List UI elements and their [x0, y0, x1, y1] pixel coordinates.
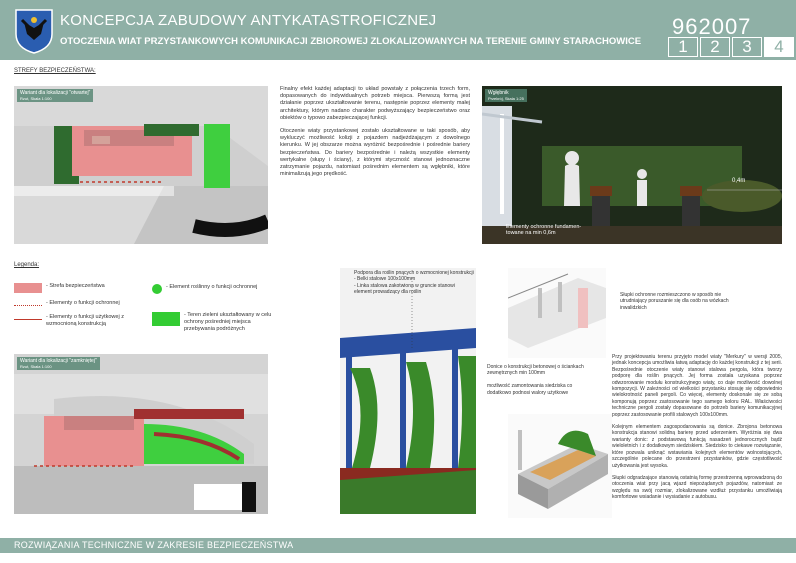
pergola-render	[340, 268, 476, 514]
section-title: STREFY BEZPIECZEŃSTWA:	[14, 68, 96, 74]
planter-callout: Donice o konstrukcji betonowej o ściankach zewnętrznych min 100mm możliwość zamontowania siedziska co dodatkowo podnosi walory użytkowe	[487, 364, 584, 396]
section-drawing	[482, 86, 782, 244]
intro-text	[280, 86, 470, 184]
panel-label: Wgłębnik Przekrój, Skala 1:25	[485, 89, 527, 102]
coat-of-arms-icon	[14, 8, 54, 54]
paragraph: Otoczenie wiaty przystankowej zostało ukształtowane w taki sposób, aby wykluczyć możliwość kolizji z pojazdem nadjeżdżającym z dowolnego kierunku. W jej obszarze można wyróżnić bezpośrednie i pośrednie bariery bezpieczeństwa. Do bariery bezpośrednie i należą wszystkie elementy wertykalne (słupy i ściany), z którymi styczność stanowi jednoznaczne zatrzymanie pojazdu, natomiast pośrednim elementem są wgłębniki, które minimalizują jego prędkość.	[280, 128, 470, 178]
paragraph: Słupki odgradzające stanowią ostatnią formę przestrzenną wprowadzoną do otoczenia wiat przy jacą wjazd niepożądanych pojazdów, natomiast ze względu na swój rozmiar, zlokalizowane wzdłuż przystanku umożliwiają komfortowe wsiadanie i wysiadanie z autobusu.	[612, 474, 782, 501]
bollards-callout: Słupki ochronne rozmieszczono w sposób nie utrudniający poruszanie się dla osób na wózkach inwalidzkich	[620, 292, 729, 311]
legend-item-plant: - Element roślinny o funkcji ochronnej	[152, 284, 277, 294]
legend-swatch	[152, 312, 180, 326]
paragraph: Przy projektowaniu terenu przyjęto model wiaty "Merkury" w wersji 2005, jednak koncepcja umożliwia łatwą adaptację do każdej konstrukcji z tej serii. Bezpośrednie otoczenie wiaty stanowi stalowa pergola, która tworzy podporę dla roślin pnących. Jej forma została uzyskana poprzez odwzorowanie modułu konstrukcyjnego wiaty, co daje możliwość dowolnej kompozycji. W zależności od wielkości przystanku stosuję się odpowiednio wielokrotność paneli pergoli. Co więcej, elementy doskonale się ze sobą komponują poprzez zastosowanie tego samego koloru RAL. Właściwości techniczne pergoli zostały dopasowane do potrzeb bariery komunikacyjnej poprzez zastosowanie profili stalowych 100x100mm.	[612, 354, 782, 418]
legend-title: Legenda:	[14, 262, 40, 268]
legend-swatch	[14, 283, 42, 293]
footer-title: ROZWIĄZANIA TECHNICZNE W ZAKRESIE BEZPIECZEŃSTWA	[14, 540, 294, 550]
plan-closed-variant	[14, 354, 268, 514]
plan-open-variant	[14, 86, 268, 244]
dimension-label: 0,4m	[732, 178, 746, 184]
bollards-render	[508, 268, 606, 358]
legend-item-utility: - Elementy o funkcji użytkowej z wzmocnioną konstrukcją	[14, 314, 144, 328]
pergola-illustration	[340, 268, 476, 514]
section-note: Elementy ochronne fundamen- towane na min 0,6m	[506, 224, 582, 237]
paragraph: Finalny efekt każdej adaptacji to układ powstały z połączenia trzech form, dopasowanych do indywidualnych potrzeb miejsca. Pierwszą formą jest działanie poprzez ukształtowanie terenu, następnie poprzez elementy małej architektury, którym nadano charakter podwyższający bezpieczeństwo oraz obiektów o typowo zabezpieczającej funkcji.	[280, 86, 470, 121]
planter-render	[508, 414, 612, 518]
legend-item-green-area: - Teren zieleni ukształtowany w celu ochrony pośredniej miejsca przebywania podróżnych	[152, 312, 282, 333]
plan-drawing	[14, 354, 268, 514]
page-title: KONCEPCJA ZABUDOWY ANTYKATASTROFICZNEJ	[60, 12, 437, 29]
plan-drawing	[14, 86, 268, 244]
sheet-number: 1	[668, 37, 698, 57]
pergola-callout: Podpora dla roślin pnących o wzmocnionej konstrukcji - Belki stalowe 100x100mm - Linka stalowa zakotwiona w gruncie stanowi element prowadzący dla roślin	[354, 270, 474, 296]
section-illustration	[482, 86, 782, 244]
sheet-number-active: 4	[764, 37, 794, 57]
legend-item-protective: - Elementy o funkcji ochronnej	[14, 300, 144, 307]
page-subtitle: OTOCZENIA WIAT PRZYSTANKOWYCH KOMUNIKACJI ZBIOROWEJ ZLOKALIZOWANYCH NA TERENIE GMINY STARACHOWICE	[60, 36, 642, 47]
panel-label: Wariant dla lokalizacji "otwartej" Rzut, Skala 1:100	[17, 89, 93, 102]
panel-label: Wariant dla lokalizacji "zamkniętej" Rzut, Skala 1:100	[17, 357, 100, 370]
legend-swatch	[14, 300, 42, 306]
header-banner	[0, 0, 796, 60]
bollards-illustration	[508, 268, 606, 358]
legend-item-safety-zone: - Strefa bezpieczeństwa	[14, 283, 134, 293]
sheet-indicator	[668, 37, 794, 57]
technical-description	[612, 354, 782, 507]
legend-swatch	[152, 284, 162, 294]
project-code: 962007	[672, 14, 752, 39]
sheet-number: 3	[732, 37, 762, 57]
paragraph: Kolejnym elementem zagospodarowania są donice. Zbrojona betonowa konstrukcja stanowi solidną barierę przed uderzeniem. Wyróżnia się dwa warianty donic: z podstawową funkcją nasadzeń jednorocznych bądź wieloletnich i z dodatkowym siedziskiem. Siedzisko to ciekawe rozwiązanie, które pozwala uniknąć wstawiania kolejnych elementów wolnostojących, szczególnie polecane do przestrzeni przystanków, gdzie częstotliwość użytkowania jest wysoka.	[612, 424, 782, 469]
footer-banner	[0, 538, 796, 553]
sheet-number: 2	[700, 37, 730, 57]
planter-illustration	[508, 414, 612, 518]
legend-swatch	[14, 314, 42, 320]
